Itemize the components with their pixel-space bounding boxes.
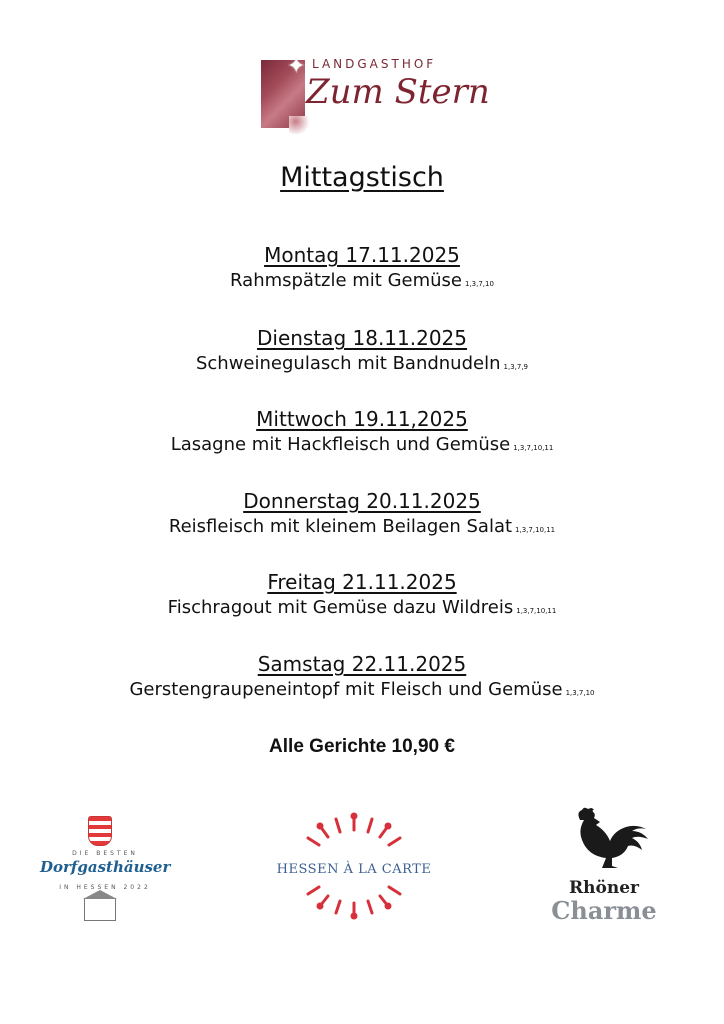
rooster-icon (536, 806, 672, 878)
dish-name: Rahmspätzle mit Gemüse (230, 270, 462, 291)
allergen-codes: 1,3,7,10 (465, 280, 494, 288)
day-entry (0, 651, 724, 706)
allergen-codes: 1,3,7,10,11 (515, 526, 556, 534)
dorfgasthaeuser-badge (40, 812, 170, 932)
day-heading: Dienstag 18.11.2025 (256, 326, 468, 350)
day-heading: Montag 17.11.2025 (264, 243, 460, 267)
dish-line (0, 268, 724, 297)
allergen-codes: 1,3,7,10,11 (516, 607, 557, 615)
rhoener-charme-badge (536, 806, 672, 926)
badge-text: HESSEN À LA CARTE (276, 862, 432, 877)
allergen-codes: 1,3,7,9 (503, 363, 529, 371)
dish-line (0, 677, 724, 706)
badge-main-text: Dorfgasthäuser (40, 858, 171, 876)
allergen-codes: 1,3,7,10 (565, 689, 595, 697)
logo-subtitle: LANDGASTHOF (312, 57, 437, 71)
day-heading: Mittwoch 19.11,2025 (256, 407, 468, 431)
dish-line (0, 351, 724, 380)
hessen-a-la-carte-badge (264, 812, 444, 922)
page-title: Mittagstisch (280, 162, 444, 193)
day-entry (0, 242, 724, 297)
badge-line-1: Rhöner (569, 878, 639, 898)
hesse-crest-icon (88, 816, 112, 846)
dish-name: Lasagne mit Hackfleisch und Gemüse (170, 434, 511, 455)
dish-line (0, 514, 724, 543)
dish-name: Reisfleisch mit kleinem Beilagen Salat (168, 516, 513, 537)
dish-name: Fischragout mit Gemüse dazu Wildreis (167, 597, 514, 618)
allergen-codes: 1,3,7,10,11 (513, 444, 554, 452)
dish-line (0, 432, 724, 461)
badge-top-text: DIE BESTEN (72, 850, 138, 857)
dish-line (0, 595, 724, 624)
dish-name: Schweinegulasch mit Bandnudeln (195, 353, 501, 374)
day-heading: Donnerstag 20.11.2025 (243, 489, 481, 513)
day-entry (0, 325, 724, 380)
day-entry (0, 569, 724, 624)
price-line: Alle Gerichte 10,90 € (269, 736, 455, 757)
restaurant-logo (258, 54, 490, 136)
house-icon (84, 898, 116, 921)
dish-name: Gerstengraupeneintopf mit Fleisch und Gemüse (129, 679, 563, 700)
day-entry (0, 406, 724, 461)
badge-line-2: Charme (551, 896, 657, 925)
logo-name: Zum Stern (306, 72, 490, 112)
day-entry (0, 488, 724, 543)
badge-bottom-text: IN HESSEN 2022 (59, 884, 151, 891)
day-heading: Freitag 21.11.2025 (267, 570, 457, 594)
day-heading: Samstag 22.11.2025 (257, 652, 467, 676)
star-icon: ✦ (287, 54, 306, 79)
